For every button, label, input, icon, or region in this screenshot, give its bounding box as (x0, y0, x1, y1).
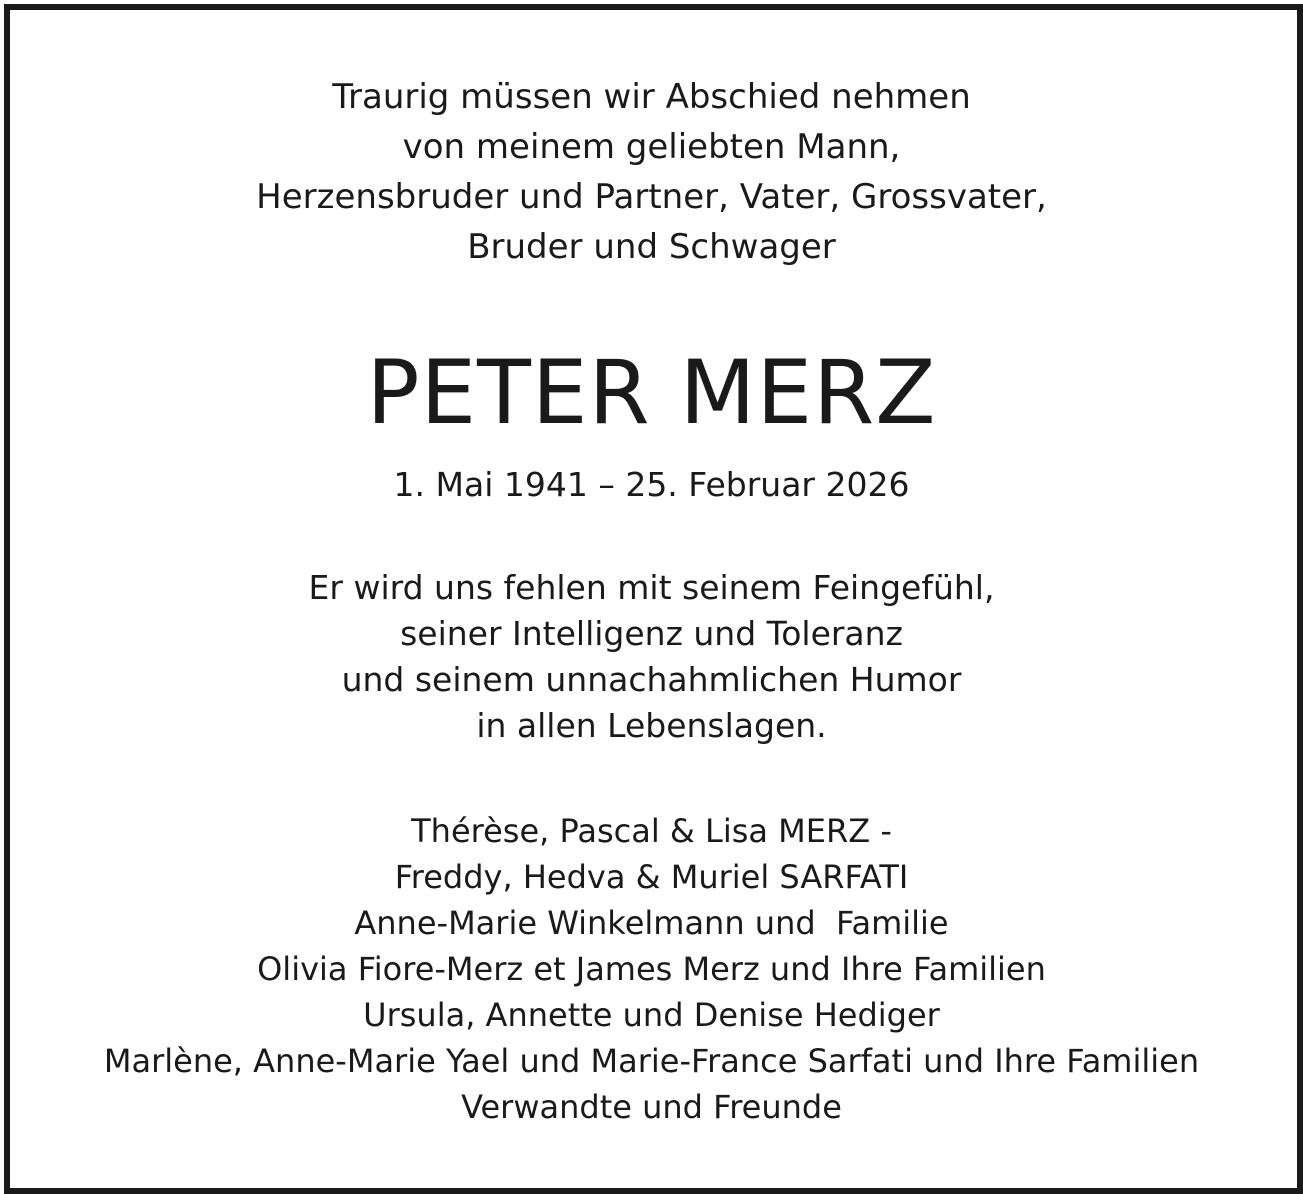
tribute-line: in allen Lebenslagen. (476, 706, 827, 745)
intro-line: Traurig müssen wir Abschied nehmen (332, 77, 971, 117)
intro-line: Herzensbruder und Partner, Vater, Grossvater, (256, 177, 1047, 217)
intro-line: Bruder und Schwager (467, 227, 836, 267)
tribute-line: Er wird uns fehlen mit seinem Feingefühl, (308, 568, 995, 607)
mourner-line: Marlène, Anne-Marie Yael und Marie-France Sarfati und Ihre Familien (103, 1042, 1200, 1080)
mourner-line: Ursula, Annette und Denise Hediger (363, 996, 940, 1034)
mourner-line: Anne-Marie Winkelmann und Familie (354, 904, 949, 942)
mourner-line: Freddy, Hedva & Muriel SARFATI (394, 858, 909, 896)
life-dates: 1. Mai 1941 – 25. Februar 2026 (393, 465, 910, 504)
mourner-line: Thérèse, Pascal & Lisa MERZ - (411, 812, 892, 850)
deceased-name: PETER MERZ (366, 341, 937, 444)
mourners-list (0, 808, 1303, 1130)
mourner-line: Olivia Fiore-Merz et James Merz und Ihre Familien (257, 950, 1046, 988)
mourner-line: Verwandte und Freunde (461, 1088, 842, 1126)
tribute-text (0, 565, 1303, 749)
intro-text (0, 72, 1303, 272)
tribute-line: seiner Intelligenz und Toleranz (400, 614, 903, 653)
tribute-line: und seinem unnachahmlichen Humor (341, 660, 962, 699)
intro-line: von meinem geliebten Mann, (402, 127, 901, 167)
